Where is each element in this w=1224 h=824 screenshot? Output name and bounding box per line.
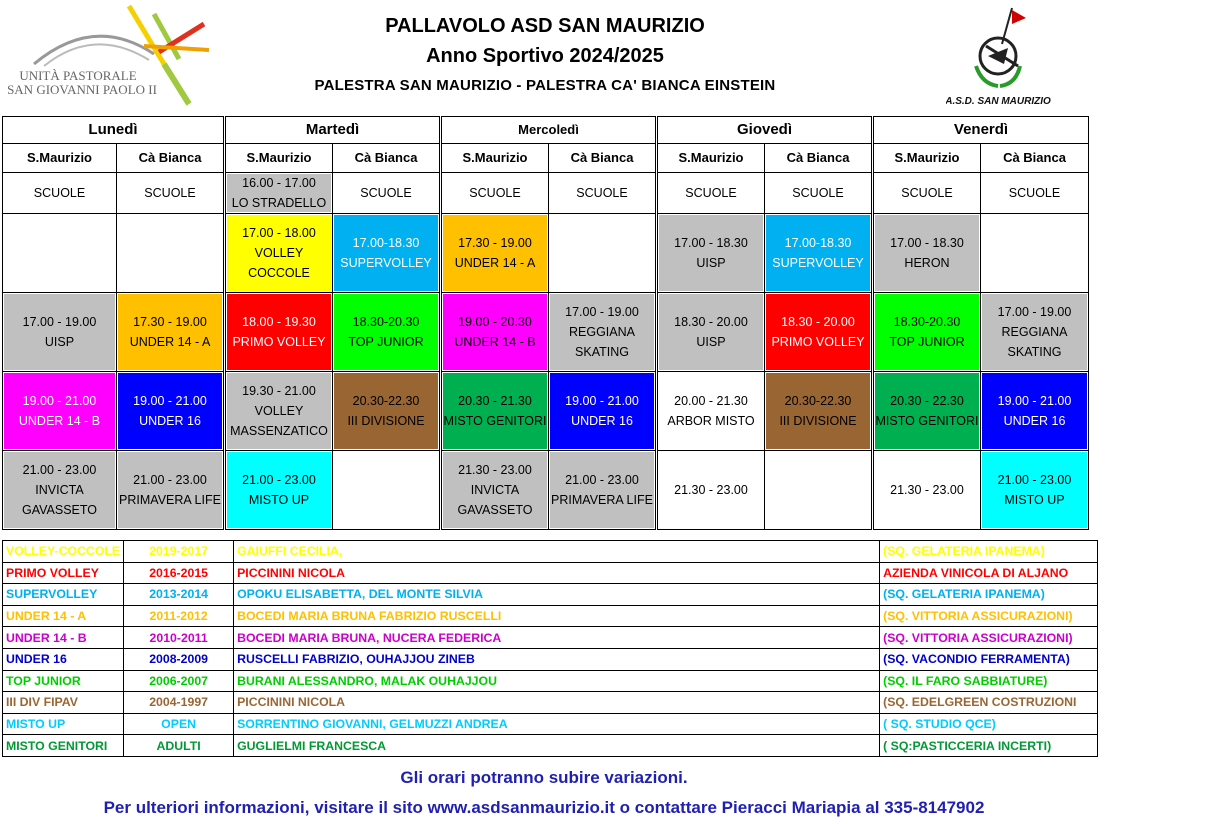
schedule-cell bbox=[225, 293, 333, 372]
schedule-cell bbox=[549, 372, 657, 451]
svg-text:A.S.D. SAN MAURIZIO: A.S.D. SAN MAURIZIO bbox=[946, 96, 1051, 107]
legend-row bbox=[3, 584, 1098, 606]
schedule-cell-line: 17.00 - 19.00 bbox=[565, 305, 639, 319]
schedule-cell bbox=[441, 293, 549, 372]
legend-years: 2004-1997 bbox=[124, 692, 234, 714]
schedule-cell-line: 21.00 - 23.00 bbox=[565, 473, 639, 487]
page-title: PALLAVOLO ASD SAN MAURIZIO bbox=[385, 15, 705, 37]
schedule-cell bbox=[873, 451, 981, 530]
schedule-cell-line: GAVASSETO bbox=[21, 503, 98, 517]
legend-team: SUPERVOLLEY bbox=[3, 584, 124, 606]
schedule-cell-line: UISP bbox=[696, 335, 726, 349]
schedule-cell-line: SCUOLE bbox=[792, 186, 844, 200]
schedule-cell bbox=[441, 214, 549, 293]
schedule-cell bbox=[117, 451, 225, 530]
schedule-cell-line: VOLLEY bbox=[254, 404, 304, 418]
schedule-cell-line: SCUOLE bbox=[360, 186, 412, 200]
legend-coach: BOCEDI MARIA BRUNA FABRIZIO RUSCELLI bbox=[234, 605, 880, 627]
schedule-cell-line: 20.00 - 21.30 bbox=[674, 394, 748, 408]
schedule-cell bbox=[549, 451, 657, 530]
schedule-cell-line: 20.30-22.30 bbox=[784, 394, 852, 408]
schedule-cell-line: SKATING bbox=[575, 345, 629, 359]
legend-row bbox=[3, 713, 1098, 735]
legend-years: 2011-2012 bbox=[124, 605, 234, 627]
schedule-cell-line: III DIVISIONE bbox=[347, 414, 425, 428]
schedule-cell bbox=[333, 372, 441, 451]
legend-years: 2016-2015 bbox=[124, 562, 234, 584]
schedule-cell-line: 21.00 - 23.00 bbox=[22, 463, 97, 477]
schedule-cell-line: PRIMO VOLLEY bbox=[232, 335, 326, 349]
schedule-cell-line: PRIMO VOLLEY bbox=[771, 335, 865, 349]
schedule-cell-line: 21.00 - 23.00 bbox=[997, 473, 1072, 487]
legend-sponsor: (SQ. VITTORIA ASSICURAZIONI) bbox=[880, 605, 1098, 627]
legend-coach: OPOKU ELISABETTA, DEL MONTE SILVIA bbox=[234, 584, 880, 606]
gym-header: S.Maurizio bbox=[225, 144, 333, 173]
schedule-cell bbox=[117, 293, 225, 372]
schedule-cell-line: 17.00-18.30 bbox=[784, 236, 852, 250]
legend-sponsor: (SQ. GELATERIA IPANEMA) bbox=[880, 584, 1098, 606]
variation-notice: Gli orari potranno subire variazioni. bbox=[400, 768, 688, 787]
schedule-cell-line: MASSENZATICO bbox=[230, 424, 328, 438]
legend-team: UNDER 16 bbox=[3, 648, 124, 670]
schedule-cell bbox=[657, 451, 765, 530]
legend-row bbox=[3, 562, 1098, 584]
legend-years: OPEN bbox=[124, 713, 234, 735]
day-header-monday: Lunedì bbox=[3, 117, 225, 144]
schedule-cell-line: REGGIANA bbox=[1001, 325, 1068, 339]
schedule-cell-line: 16.00 - 17.00 bbox=[242, 176, 316, 190]
schedule-cell-line: UNDER 16 bbox=[571, 414, 633, 428]
schedule-cell-line: INVICTA bbox=[35, 483, 84, 497]
schedule-cell bbox=[981, 293, 1089, 372]
schedule-cell bbox=[117, 372, 225, 451]
schedule-cell-line: SCUOLE bbox=[1008, 186, 1061, 200]
schedule-cell-line: 18.30 - 20.00 bbox=[674, 315, 748, 329]
schedule-cell bbox=[873, 214, 981, 293]
schedule-cell-line: SUPERVOLLEY bbox=[772, 256, 864, 270]
schedule-cell bbox=[765, 293, 873, 372]
svg-text:UNITÀ PASTORALE: UNITÀ PASTORALE bbox=[19, 68, 137, 83]
legend-team: MISTO GENITORI bbox=[3, 735, 124, 757]
schedule-cell-line: 21.30 - 23.00 bbox=[890, 483, 964, 497]
legend-coach: GAIUFFI CECILIA, bbox=[234, 541, 880, 563]
legend-sponsor: ( SQ:PASTICCERIA INCERTI) bbox=[880, 735, 1098, 757]
schedule-cell-line: MISTO UP bbox=[1004, 493, 1065, 507]
schedule-cell-line: GAVASSETO bbox=[457, 503, 533, 517]
header bbox=[240, 12, 850, 100]
day-header-friday: Venerdì bbox=[873, 117, 1089, 144]
schedule-cell bbox=[765, 372, 873, 451]
legend-coach: SORRENTINO GIOVANNI, GELMUZZI ANDREA bbox=[234, 713, 880, 735]
schedule-cell-line: SCUOLE bbox=[144, 186, 196, 200]
gym-header: Cà Bianca bbox=[765, 144, 873, 173]
legend-row bbox=[3, 541, 1098, 563]
schedule-cell-line: MISTO GENITORI bbox=[875, 414, 979, 428]
gyms-subtitle: PALESTRA SAN MAURIZIO - PALESTRA CA' BIANCA EINSTEIN bbox=[314, 77, 776, 94]
schedule-cell bbox=[3, 214, 117, 293]
schedule-cell bbox=[225, 214, 333, 293]
legend-sponsor: AZIENDA VINICOLA DI ALJANO bbox=[880, 562, 1098, 584]
schedule-cell-line: 18.30-20.30 bbox=[352, 315, 420, 329]
schedule-cell bbox=[657, 173, 765, 214]
legend-sponsor: (SQ. GELATERIA IPANEMA) bbox=[880, 541, 1098, 563]
legend-row bbox=[3, 735, 1098, 757]
legend-years: 2006-2007 bbox=[124, 670, 234, 692]
legend-team: UNDER 14 - A bbox=[3, 605, 124, 627]
schedule-cell-line: ARBOR MISTO bbox=[667, 414, 755, 428]
gym-header: Cà Bianca bbox=[117, 144, 225, 173]
schedule-cell bbox=[441, 173, 549, 214]
schedule-cell bbox=[3, 293, 117, 372]
schedule-cell-line: MISTO GENITORI bbox=[443, 414, 547, 428]
schedule-cell-line: 17.30 - 19.00 bbox=[133, 315, 207, 329]
legend-sponsor: (SQ. EDELGREEN COSTRUZIONI bbox=[880, 692, 1098, 714]
schedule-cell bbox=[333, 173, 441, 214]
legend-sponsor: (SQ. VITTORIA ASSICURAZIONI) bbox=[880, 627, 1098, 649]
schedule-cell bbox=[873, 372, 981, 451]
legend-team: MISTO UP bbox=[3, 713, 124, 735]
day-header-tuesday: Martedì bbox=[225, 117, 441, 144]
legend-coach: RUSCELLI FABRIZIO, OUHAJJOU ZINEB bbox=[234, 648, 880, 670]
schedule-table bbox=[2, 116, 1089, 530]
teams-legend-table bbox=[2, 540, 1098, 757]
legend-row bbox=[3, 648, 1098, 670]
schedule-cell bbox=[981, 173, 1089, 214]
legend-row bbox=[3, 605, 1098, 627]
schedule-cell-line: UNDER 14 - B bbox=[18, 414, 101, 428]
legend-coach: BOCEDI MARIA BRUNA, NUCERA FEDERICA bbox=[234, 627, 880, 649]
legend-team: PRIMO VOLLEY bbox=[3, 562, 124, 584]
svg-text:SAN GIOVANNI PAOLO II: SAN GIOVANNI PAOLO II bbox=[7, 82, 157, 97]
schedule-cell bbox=[981, 214, 1089, 293]
legend-years: 2010-2011 bbox=[124, 627, 234, 649]
schedule-cell bbox=[657, 214, 765, 293]
schedule-cell-line: 17.00 - 19.00 bbox=[22, 315, 97, 329]
schedule-cell-line: 17.00 - 18.00 bbox=[242, 226, 316, 240]
legend-coach: GUGLIELMI FRANCESCA bbox=[234, 735, 880, 757]
gym-header: Cà Bianca bbox=[549, 144, 657, 173]
schedule-cell-line: TOP JUNIOR bbox=[348, 335, 424, 349]
schedule-cell-line: SKATING bbox=[1007, 345, 1062, 359]
legend-team: UNDER 14 - B bbox=[3, 627, 124, 649]
schedule-cell bbox=[3, 173, 117, 214]
schedule-cell-line: MISTO UP bbox=[248, 493, 310, 507]
schedule-cell bbox=[225, 451, 333, 530]
schedule-cell bbox=[117, 214, 225, 293]
legend-coach: PICCININI NICOLA bbox=[234, 562, 880, 584]
schedule-cell-line: SCUOLE bbox=[469, 186, 521, 200]
schedule-cell-line: 17.00 - 18.30 bbox=[674, 236, 748, 250]
unita-pastorale-logo bbox=[4, 4, 214, 108]
schedule-cell bbox=[117, 173, 225, 214]
schedule-cell-line: 17.00-18.30 bbox=[352, 236, 420, 250]
schedule-cell bbox=[549, 214, 657, 293]
schedule-cell bbox=[549, 293, 657, 372]
schedule-cell-line: SCUOLE bbox=[901, 186, 953, 200]
schedule-cell-line: 21.00 - 23.00 bbox=[133, 473, 207, 487]
schedule-cell bbox=[441, 451, 549, 530]
schedule-cell bbox=[657, 372, 765, 451]
legend-sponsor: ( SQ. STUDIO QCE) bbox=[880, 713, 1098, 735]
schedule-cell-line: 17.00 - 19.00 bbox=[997, 305, 1072, 319]
gym-header: Cà Bianca bbox=[981, 144, 1089, 173]
season-title: Anno Sportivo 2024/2025 bbox=[426, 45, 664, 67]
schedule-cell bbox=[225, 372, 333, 451]
schedule-cell bbox=[765, 214, 873, 293]
schedule-cell-line: COCCOLE bbox=[248, 266, 310, 280]
legend-team: III DIV FIPAV bbox=[3, 692, 124, 714]
schedule-cell bbox=[441, 372, 549, 451]
schedule-cell-line: SCUOLE bbox=[33, 186, 86, 200]
schedule-cell-line: 19.00 - 21.00 bbox=[133, 394, 207, 408]
gym-header: Cà Bianca bbox=[333, 144, 441, 173]
gym-header: S.Maurizio bbox=[441, 144, 549, 173]
schedule-cell bbox=[873, 173, 981, 214]
schedule-cell bbox=[333, 214, 441, 293]
schedule-cell bbox=[549, 173, 657, 214]
schedule-cell-line: REGGIANA bbox=[569, 325, 635, 339]
schedule-cell-line: SCUOLE bbox=[576, 186, 628, 200]
schedule-cell bbox=[765, 173, 873, 214]
schedule-cell-line: 17.30 - 19.00 bbox=[458, 236, 532, 250]
schedule-cell-line: 19.00 - 21.00 bbox=[22, 394, 97, 408]
schedule-cell-line: 20.30-22.30 bbox=[352, 394, 420, 408]
schedule-cell bbox=[3, 372, 117, 451]
schedule-cell-line: 21.00 - 23.00 bbox=[242, 473, 316, 487]
schedule-cell-line: 21.30 - 23.00 bbox=[674, 483, 748, 497]
schedule-cell-line: INVICTA bbox=[470, 483, 520, 497]
schedule-cell-line: TOP JUNIOR bbox=[889, 335, 965, 349]
schedule-cell bbox=[225, 173, 333, 214]
schedule-cell bbox=[873, 293, 981, 372]
day-header-wednesday: Mercoledì bbox=[441, 117, 657, 144]
schedule-cell-line: LO STRADELLO bbox=[231, 196, 327, 210]
schedule-cell-line: 21.30 - 23.00 bbox=[458, 463, 532, 477]
legend-years: 2013-2014 bbox=[124, 584, 234, 606]
schedule-cell-line: III DIVISIONE bbox=[779, 414, 857, 428]
legend-coach: BURANI ALESSANDRO, MALAK OUHAJJOU bbox=[234, 670, 880, 692]
schedule-cell-line: 18.30-20.30 bbox=[893, 315, 961, 329]
schedule-cell-line: VOLLEY bbox=[254, 246, 304, 260]
schedule-cell-line: UISP bbox=[696, 256, 726, 270]
day-header-thursday: Giovedì bbox=[657, 117, 873, 144]
schedule-cell-line: UNDER 14 - A bbox=[454, 256, 536, 270]
schedule-cell-line: 19.00 - 21.00 bbox=[565, 394, 639, 408]
schedule-cell-line: PRIMAVERA LIFE bbox=[551, 493, 653, 507]
schedule-cell-line: 18.00 - 19.30 bbox=[242, 315, 316, 329]
schedule-cell-line: 17.00 - 18.30 bbox=[890, 236, 964, 250]
legend-team: VOLLEY-COCCOLE bbox=[3, 541, 124, 563]
schedule-cell-line: 20.30 - 21.30 bbox=[458, 394, 532, 408]
schedule-cell bbox=[3, 451, 117, 530]
schedule-cell bbox=[765, 451, 873, 530]
schedule-cell bbox=[333, 293, 441, 372]
legend-row bbox=[3, 692, 1098, 714]
legend-sponsor: (SQ. IL FARO SABBIATURE) bbox=[880, 670, 1098, 692]
schedule-cell-line: SCUOLE bbox=[685, 186, 737, 200]
schedule-cell-line: 19.00 - 21.00 bbox=[997, 394, 1072, 408]
legend-row bbox=[3, 627, 1098, 649]
gym-header: S.Maurizio bbox=[3, 144, 117, 173]
schedule-cell bbox=[981, 451, 1089, 530]
schedule-cell bbox=[333, 451, 441, 530]
legend-sponsor: (SQ. VACONDIO FERRAMENTA) bbox=[880, 648, 1098, 670]
schedule-cell-line: UNDER 14 - B bbox=[454, 335, 536, 349]
legend-coach: PICCININI NICOLA bbox=[234, 692, 880, 714]
schedule-cell-line: 19.30 - 21.00 bbox=[242, 384, 316, 398]
schedule-cell-line: UNDER 16 bbox=[139, 414, 201, 428]
schedule-cell-line: PRIMAVERA LIFE bbox=[119, 493, 221, 507]
schedule-cell bbox=[981, 372, 1089, 451]
schedule-cell-line: 20.30 - 22.30 bbox=[890, 394, 964, 408]
legend-team: TOP JUNIOR bbox=[3, 670, 124, 692]
schedule-cell-line: UNDER 14 - A bbox=[129, 335, 211, 349]
schedule-cell-line: SUPERVOLLEY bbox=[340, 256, 432, 270]
legend-row bbox=[3, 670, 1098, 692]
schedule-cell-line: HERON bbox=[904, 256, 950, 270]
schedule-cell-line: UNDER 16 bbox=[1003, 414, 1066, 428]
schedule-cell-line: UISP bbox=[44, 335, 75, 349]
schedule-cell bbox=[657, 293, 765, 372]
legend-years: ADULTI bbox=[124, 735, 234, 757]
gym-header: S.Maurizio bbox=[873, 144, 981, 173]
asd-san-maurizio-logo bbox=[946, 4, 1058, 108]
schedule-cell-line: 19.00 - 20.30 bbox=[458, 315, 532, 329]
contact-info: Per ulteriori informazioni, visitare il sito www.asdsanmaurizio.it o contattare Pieracci Mariapia al 335-8147902 bbox=[103, 798, 985, 817]
legend-years: 2019-2017 bbox=[124, 541, 234, 563]
gym-header: S.Maurizio bbox=[657, 144, 765, 173]
legend-years: 2008-2009 bbox=[124, 648, 234, 670]
schedule-cell-line: 18.30 - 20.00 bbox=[781, 315, 855, 329]
